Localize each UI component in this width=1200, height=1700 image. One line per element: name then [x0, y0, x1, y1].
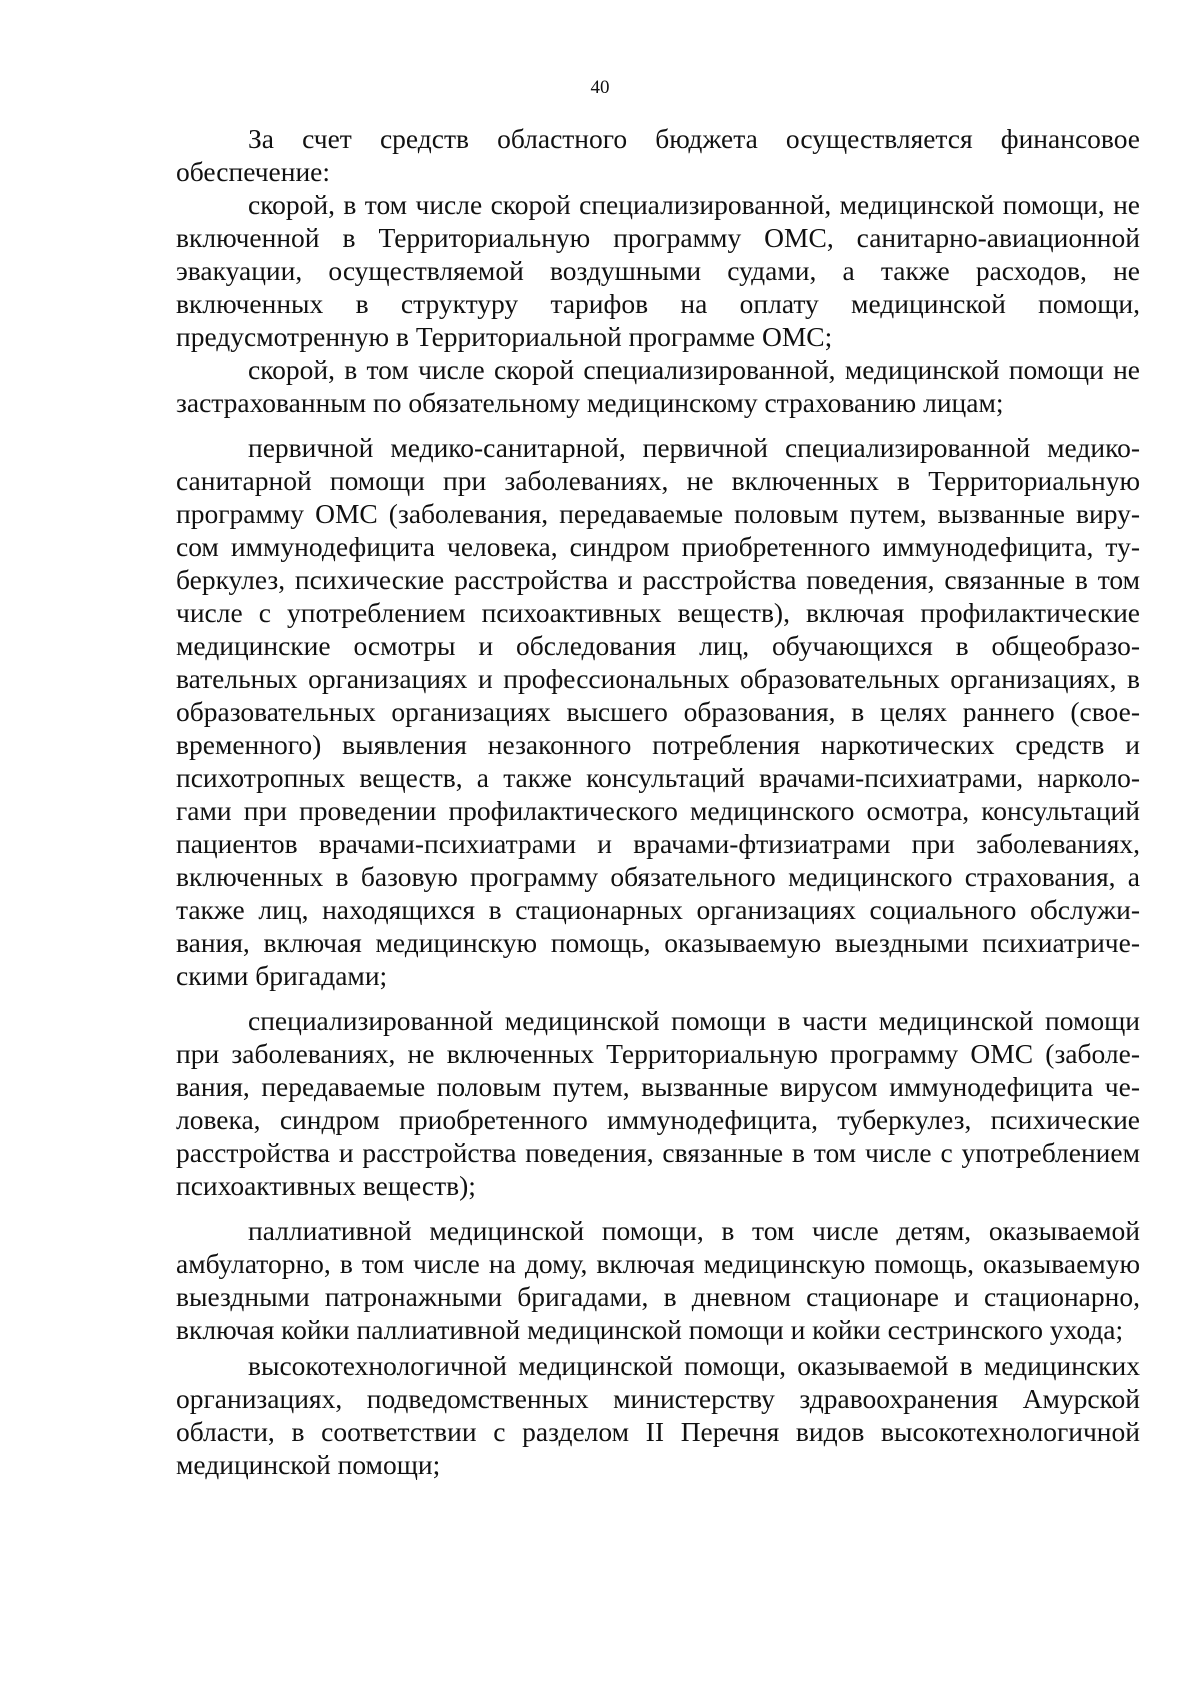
- paragraph-intro: За счет средств областного бюджета осуществляется финансовое обеспечение:: [176, 123, 1140, 187]
- paragraph-primary-care: первичной медико-санитарной, первичной специализированной медико-санитарной помощи при заболеваниях, не включенных в Территориальную программу ОМС (заболевания, передаваемые половым путем, вызванные вирусом иммунодефицита человека, синдром приобретенного иммунодефицита, туберкулез, психические расстройства и расстройства поведения, связанные в том числе с употреблением психоактивных веществ), включая профилактические медицинские осмотры и обследования лиц, обучающихся в общеобразовательных организациях и профессиональных образовательных организациях, в образовательных организациях высшего образования, в целях раннего (своевременного) выявления незаконного потребления наркотических средств и психотропных веществ, а также консультаций врачами-психиатрами, наркологами при проведении профилактического медицинского осмотра, консультаций пациентов врачами-психиатрами и врачами-фтизиатрами при заболеваниях, включенных в базовую программу обязательного медицинского страхования, а также лиц, находящихся в стационарных организациях социального обслуживания, включая медицинскую помощь, оказываемую выездными психиатрическими бригадами;: [176, 432, 1140, 991]
- paragraph-emergency-care: скорой, в том числе скорой специализированной, медицинской помощи, не включенной в Территориальную программу ОМС, санитарно-авиационной эвакуации, осуществляемой воздушными судами, а также расходов, не включенных в структуру тарифов на оплату медицинской помощи, предусмотренную в Территориальной программе ОМС;: [176, 189, 1140, 352]
- paragraph-high-tech-care: высокотехнологичной медицинской помощи, оказываемой в медицинских организациях, подведомственных министерству здравоохранения Амурской области, в соответствии с разделом II Перечня видов высокотехнологичной медицинской помощи;: [176, 1350, 1140, 1480]
- paragraph-specialized-care: специализированной медицинской помощи в части медицинской помощи при заболеваниях, не включенных Территориальную программу ОМС (заболевания, передаваемые половым путем, вызванные вирусом иммунодефицита человека, синдром приобретенного иммунодефицита, туберкулез, психические расстройства и расстройства поведения, связанные в том числе с употреблением психоактивных веществ);: [176, 1005, 1140, 1201]
- paragraph-palliative-care: паллиативной медицинской помощи, в том числе детям, оказываемой амбулаторно, в том числе на дому, включая медицинскую помощь, оказываемую выездными патронажными бригадами, в дневном стационаре и стационарно, включая койки паллиативной медицинской помощи и койки сестринского ухода;: [176, 1215, 1140, 1345]
- document-body: [176, 122, 1140, 1481]
- page-number: 40: [590, 77, 610, 98]
- paragraph-uninsured-emergency-care: скорой, в том числе скорой специализированной, медицинской помощи не застрахованным по обязательному медицинскому страхованию лицам;: [176, 354, 1140, 418]
